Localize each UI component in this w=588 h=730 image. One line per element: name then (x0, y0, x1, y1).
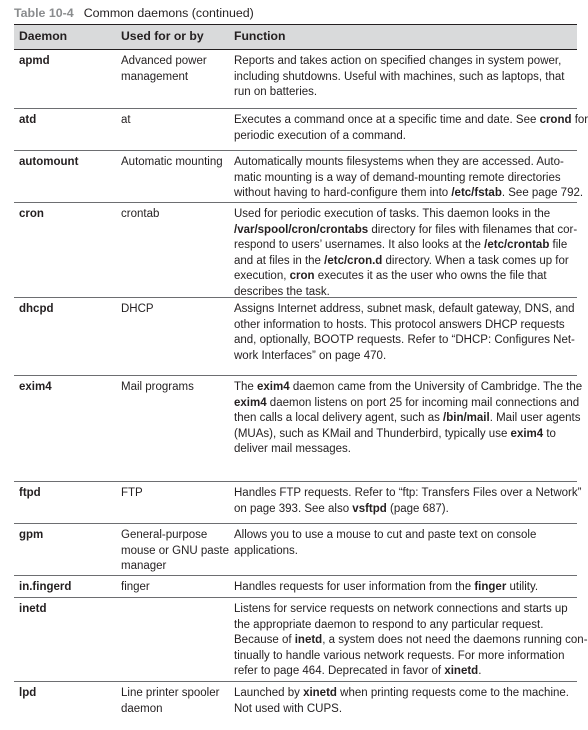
function-line: applications. (234, 544, 298, 557)
function-line: exim4 daemon listens on port 25 for incoming mail connections and (234, 396, 580, 409)
function-line: Not used with CUPS. (234, 702, 343, 715)
daemon-name: automount (19, 156, 79, 168)
daemon-name: cron (19, 208, 44, 220)
used-for-line: daemon (121, 702, 163, 715)
used-for-line: management (121, 70, 189, 83)
daemon-name: gpm (19, 529, 44, 541)
daemon-name: dhcpd (19, 303, 54, 315)
used-for-cell (121, 380, 233, 396)
daemon-name: in.fingerd (19, 581, 72, 593)
table-row (14, 50, 577, 109)
used-for-cell (121, 113, 233, 129)
used-for-line: finger (121, 581, 150, 593)
table-body (14, 50, 588, 730)
function-cell (234, 113, 588, 144)
table-header (14, 24, 577, 50)
used-for-line: General-purpose (121, 529, 208, 541)
used-for-line: DHCP (121, 303, 154, 315)
function-line: run on batteries. (234, 86, 318, 98)
table-row (14, 298, 577, 376)
column-header-used-for: Used for or by (121, 29, 204, 43)
function-line: Executes a command once at a specific time and date. See crond for (234, 114, 588, 126)
emphasis-term: /var/spool/cron/crontabs (234, 223, 369, 236)
table-row (14, 376, 583, 482)
used-for-cell (121, 155, 233, 171)
used-for-line: mouse or GNU paste (121, 544, 230, 557)
used-for-line: at (121, 114, 131, 126)
used-for-cell (121, 686, 233, 717)
function-line: on page 393. See also vsftpd (page 687). (234, 502, 449, 515)
function-line: Launched by xinetd when printing requests come to the machine. (234, 687, 569, 699)
function-line: Assigns Internet address, subnet mask, default gateway, DNS, and (234, 303, 575, 315)
function-line: matic mounting is a way of demand-mounting remote directories (234, 171, 561, 184)
table-number: Table 10-4 (14, 6, 74, 20)
function-line: deliver mail messages. (234, 443, 351, 455)
function-cell (234, 580, 574, 596)
function-line: without having to hard-configure them into /etc/fstab. See page 792. (234, 187, 584, 199)
daemon-name: atd (19, 114, 37, 126)
emphasis-term: cron (289, 270, 315, 282)
column-header-daemon: Daemon (19, 29, 68, 43)
used-for-cell (121, 528, 233, 575)
emphasis-term: xinetd (303, 687, 337, 699)
table-caption (14, 5, 254, 21)
table-row (14, 109, 588, 151)
used-for-line: Mail programs (121, 381, 194, 393)
function-cell (234, 528, 574, 559)
emphasis-term: /etc/cron.d (324, 254, 383, 267)
function-cell (234, 602, 588, 680)
daemon-name: exim4 (19, 381, 52, 393)
daemon-name: lpd (19, 687, 37, 699)
emphasis-term: exim4 (257, 381, 290, 393)
function-line: refer to page 464. Deprecated in favor of xinetd. (234, 665, 482, 677)
function-line: Listens for service requests on network connections and starts up (234, 603, 568, 615)
function-line: including shutdowns. Useful with machines, such as laptops, that (234, 70, 565, 83)
used-for-line: crontab (121, 208, 160, 220)
used-for-cell (121, 486, 233, 502)
function-cell (234, 54, 574, 101)
function-line: (MUAs), such as KMail and Thunderbird, typically use exim4 to (234, 427, 556, 440)
used-for-line: manager (121, 560, 167, 572)
function-line: periodic execution of a command. (234, 129, 406, 142)
function-line: and, optionally, BOOTP requests. Refer to “DHCP: Configures Net- (234, 334, 575, 346)
used-for-cell (121, 580, 233, 596)
function-line: Used for periodic execution of tasks. This daemon looks in the (234, 208, 551, 220)
emphasis-term: /etc/crontab (484, 239, 550, 251)
used-for-cell (121, 54, 233, 85)
daemon-name: apmd (19, 55, 50, 67)
function-line: other information to hosts. This protocol answers DHCP requests (234, 318, 565, 331)
function-line: Automatically mounts filesystems when they are accessed. Auto- (234, 156, 564, 168)
emphasis-term: crond (539, 114, 572, 126)
function-line: describes the task. (234, 285, 330, 298)
function-line: The exim4 daemon came from the University of Cambridge. The the (234, 381, 583, 393)
function-line: Handles requests for user information from the finger utility. (234, 581, 539, 593)
daemon-name: inetd (19, 603, 47, 615)
table-row (14, 576, 577, 598)
function-line: execution, cron executes it as the user who owns the file that (234, 270, 547, 282)
table-row (14, 482, 582, 524)
emphasis-term: exim4 (234, 396, 267, 409)
emphasis-term: xinetd (444, 665, 479, 677)
used-for-line: FTP (121, 487, 143, 499)
function-line: the appropriate daemon to respond to any particular request. (234, 618, 544, 631)
used-for-line: Automatic mounting (121, 156, 223, 168)
function-cell (234, 686, 574, 717)
function-line: Because of inetd, a system does not need the daemons running con- (234, 634, 588, 646)
function-line: work Interfaces” on page 470. (234, 349, 387, 362)
table-row (14, 524, 577, 576)
function-cell (234, 380, 583, 458)
used-for-cell (121, 207, 233, 223)
used-for-cell (121, 302, 233, 318)
emphasis-term: exim4 (510, 427, 544, 440)
emphasis-term: finger (474, 581, 507, 593)
daemon-name: ftpd (19, 487, 41, 499)
table-row (14, 682, 577, 730)
function-line: then calls a local delivery agent, such as /bin/mail. Mail user agents (234, 412, 581, 424)
function-line: Handles FTP requests. Refer to “ftp: Transfers Files over a Network” (234, 487, 582, 499)
function-cell (234, 155, 584, 202)
table-row (14, 203, 577, 298)
function-line: Allows you to use a mouse to cut and paste text on console (234, 529, 537, 541)
used-for-line: Advanced power (121, 55, 207, 67)
used-for-line: Line printer spooler (121, 687, 220, 699)
function-cell (234, 486, 582, 517)
emphasis-term: /bin/mail (443, 412, 490, 424)
table-row (14, 598, 588, 682)
function-line: respond to users’ usernames. It also looks at the /etc/crontab file (234, 239, 568, 251)
function-line: and at files in the /etc/cron.d directory. When a task comes up for (234, 254, 569, 267)
function-line: /var/spool/cron/crontabs directory for files with filenames that cor- (234, 223, 578, 236)
function-cell (234, 302, 574, 364)
function-line: Reports and takes action on specified changes in system power, (234, 55, 562, 67)
table-title: Common daemons (continued) (83, 6, 254, 20)
function-line: tinually to handle various network requests. For more information (234, 649, 565, 662)
function-cell (234, 207, 578, 300)
table-row (14, 151, 584, 203)
emphasis-term: /etc/fstab (451, 187, 502, 199)
column-header-function: Function (234, 29, 286, 43)
emphasis-term: inetd (294, 634, 323, 646)
emphasis-term: vsftpd (352, 502, 387, 515)
